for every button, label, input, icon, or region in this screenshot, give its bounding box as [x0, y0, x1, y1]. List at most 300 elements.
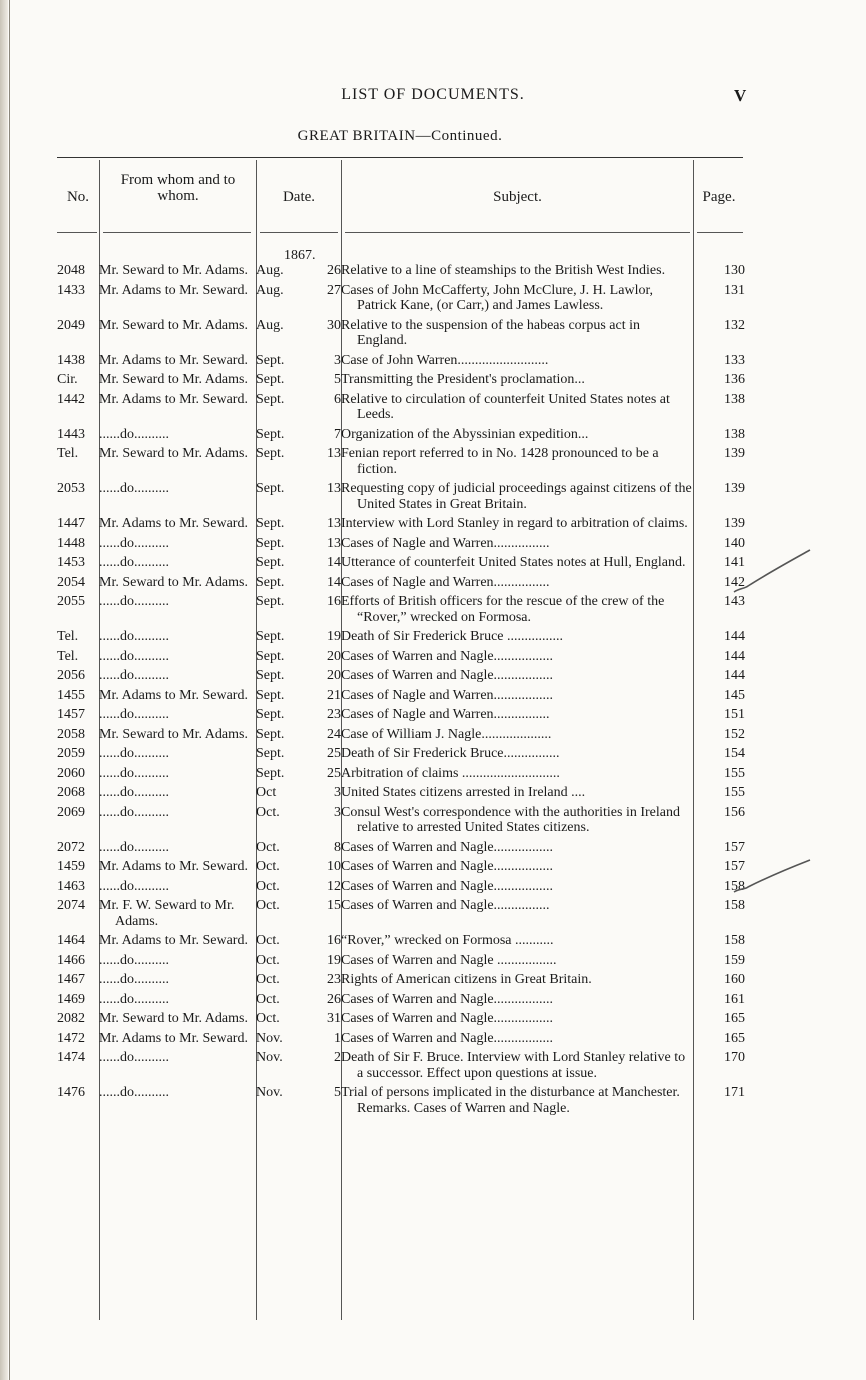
doc-number: 1466	[57, 952, 85, 968]
table-row	[57, 766, 745, 782]
page-ref: 158	[724, 933, 745, 948]
subject: Consul West's correspondence with the authorities in Ireland relative to arrested United States citizens.	[341, 804, 681, 835]
page-ref: 155	[724, 785, 745, 800]
from-to-cell	[99, 840, 256, 856]
from-to-cell	[99, 879, 256, 895]
doc-number: 1464	[57, 933, 85, 948]
subject: Requesting copy of judicial proceedings against citizens of the United States in Great Britain.	[341, 481, 692, 512]
date-day: 10	[327, 859, 341, 874]
year-label: 1867.	[284, 248, 316, 263]
subject-cell	[341, 688, 693, 704]
subject: Cases of Warren and Nagle.................	[341, 859, 554, 874]
doc-number: 1472	[57, 1030, 85, 1046]
table-row	[57, 707, 745, 723]
from-to: Mr. F. W. Seward to Mr. Adams.	[99, 898, 235, 929]
doc-number: Cir.	[57, 372, 78, 387]
subject-cell	[341, 746, 693, 762]
subject: Cases of Nagle and Warren.................	[341, 687, 554, 703]
date-month: Sept.	[256, 426, 285, 442]
doc-number: 1457	[57, 707, 85, 722]
table-row	[57, 933, 745, 949]
from-to-cell	[99, 629, 256, 645]
date-day: 26	[327, 263, 341, 278]
from-to-cell	[99, 1011, 256, 1027]
date-day: 23	[327, 707, 341, 722]
date-month: Oct.	[256, 1011, 280, 1026]
subject-cell	[341, 427, 693, 443]
doc-number: 2055	[57, 594, 85, 609]
date-day: 3	[334, 352, 341, 368]
page-ref: 165	[724, 1030, 745, 1046]
date-day: 16	[327, 933, 341, 948]
subject-cell	[341, 392, 693, 423]
from-to: ......do..........	[99, 668, 169, 683]
date-month: Sept.	[256, 746, 285, 761]
from-to: ......do..........	[99, 1085, 169, 1100]
from-to-cell	[99, 805, 256, 836]
date-day: 12	[327, 878, 341, 894]
from-to: ......do..........	[99, 952, 169, 968]
date-day: 30	[327, 317, 341, 333]
subject-cell	[341, 372, 693, 388]
from-to: Mr. Seward to Mr. Adams.	[99, 317, 248, 333]
doc-number: 2074	[57, 898, 85, 913]
from-to-cell	[99, 392, 256, 423]
page-ref: 136	[724, 372, 745, 387]
doc-number: 2048	[57, 263, 85, 278]
date-day: 19	[327, 952, 341, 968]
header-rule	[103, 232, 251, 233]
from-to: ......do..........	[99, 804, 169, 820]
subject: Death of Sir Frederick Bruce ................	[341, 629, 563, 644]
subject: Case of John Warren..........................	[341, 352, 549, 368]
subject: Utterance of counterfeit United States notes at Hull, England.	[341, 555, 686, 570]
doc-number: 2072	[57, 839, 85, 855]
column-header-from: From whom and to whom.	[120, 172, 236, 204]
date-day: 5	[334, 1085, 341, 1100]
date-day: 24	[327, 726, 341, 742]
subject-cell	[341, 1011, 693, 1027]
date-month: Oct.	[256, 991, 280, 1007]
table-row	[57, 318, 745, 349]
date-month: Sept.	[256, 372, 285, 387]
table-row	[57, 727, 745, 743]
date-month: Sept.	[256, 648, 285, 664]
subject-cell	[341, 785, 693, 801]
page-ref: 132	[724, 317, 745, 333]
date-month: Aug.	[256, 317, 284, 333]
header-rule	[260, 232, 338, 233]
subject: Cases of Nagle and Warren................	[341, 535, 550, 551]
table-row	[57, 688, 745, 704]
doc-number: 2058	[57, 726, 85, 742]
doc-number: 1442	[57, 391, 85, 407]
table-row	[57, 594, 745, 625]
page-ref: 154	[724, 746, 745, 761]
table-row	[57, 972, 745, 988]
subject: Relative to the suspension of the habeas corpus act in England.	[341, 317, 640, 348]
date-day: 20	[327, 648, 341, 664]
subject: Arbitration of claims ............................	[341, 765, 560, 781]
subject-cell	[341, 516, 693, 532]
pencil-check-mark	[730, 548, 814, 596]
table-row	[57, 1031, 745, 1047]
page-ref: 139	[724, 516, 745, 531]
date-day: 2	[334, 1050, 341, 1065]
doc-number: 1474	[57, 1050, 85, 1065]
page-ref: 140	[724, 535, 745, 551]
doc-number: 1459	[57, 859, 85, 874]
column-header-no: No.	[66, 189, 90, 205]
table-row	[57, 575, 745, 591]
doc-number: 2060	[57, 765, 85, 781]
date-day: 3	[334, 785, 341, 800]
column-header-date: Date.	[282, 189, 316, 205]
date-day: 26	[327, 991, 341, 1007]
subject: “Rover,” wrecked on Formosa ...........	[341, 933, 554, 948]
page-ref: 158	[724, 898, 745, 913]
page-ref: 159	[724, 952, 745, 968]
subject: United States citizens arrested in Ireland ....	[341, 785, 586, 800]
pencil-check-mark	[730, 858, 814, 898]
subject: Cases of Warren and Nagle.................	[341, 648, 554, 664]
from-to: Mr. Adams to Mr. Seward.	[99, 516, 248, 531]
doc-number: 1438	[57, 352, 85, 368]
subject: Efforts of British officers for the rescue of the crew of the “Rover,” wrecked on Formosa.	[341, 594, 665, 625]
from-to-cell	[99, 318, 256, 349]
from-to-cell	[99, 953, 256, 969]
table-row	[57, 898, 745, 929]
date-day: 6	[334, 391, 341, 407]
subject: Cases of Warren and Nagle.................	[341, 878, 554, 894]
date-day: 13	[327, 446, 341, 461]
page-ref: 138	[724, 391, 745, 407]
subject-cell	[341, 1050, 693, 1081]
from-to-cell	[99, 555, 256, 571]
table-row	[57, 859, 745, 875]
doc-number: 1463	[57, 878, 85, 894]
date-day: 27	[327, 282, 341, 298]
date-month: Oct.	[256, 952, 280, 968]
subject-cell	[341, 972, 693, 988]
table-row	[57, 536, 745, 552]
header-rule	[697, 232, 743, 233]
doc-number: 1448	[57, 535, 85, 551]
subject: Cases of Warren and Nagle.................	[341, 668, 554, 683]
subject: Death of Sir F. Bruce. Interview with Lord Stanley relative to a successor. Effect upon questions at issue.	[341, 1050, 686, 1081]
date-day: 13	[327, 481, 341, 496]
date-day: 19	[327, 629, 341, 644]
date-day: 8	[334, 839, 341, 855]
date-day: 14	[327, 574, 341, 590]
subject: Case of William J. Nagle....................	[341, 726, 552, 742]
from-to-cell	[99, 1031, 256, 1047]
subject-cell	[341, 992, 693, 1008]
date-month: Aug.	[256, 282, 284, 298]
table-row	[57, 353, 745, 369]
subject-cell	[341, 707, 693, 723]
page-ref: 156	[724, 804, 745, 820]
binding-line	[9, 0, 10, 1380]
page-ref: 139	[724, 446, 745, 461]
from-to: ......do..........	[99, 991, 169, 1007]
table-row	[57, 785, 745, 801]
from-to: Mr. Adams to Mr. Seward.	[99, 1030, 248, 1046]
from-to: ......do..........	[99, 594, 169, 609]
table-row	[57, 805, 745, 836]
date-month: Sept.	[256, 391, 285, 407]
page-ref: 157	[724, 839, 745, 855]
page-ref: 143	[724, 594, 745, 609]
page-ref: 139	[724, 481, 745, 496]
subject: Cases of Warren and Nagle.................	[341, 1030, 554, 1046]
from-to-cell	[99, 785, 256, 801]
subject-cell	[341, 594, 693, 625]
page-ref: 152	[724, 726, 745, 742]
date-month: Sept.	[256, 535, 285, 551]
doc-number: 1433	[57, 282, 85, 298]
subject-cell	[341, 353, 693, 369]
from-to: Mr. Seward to Mr. Adams.	[99, 263, 248, 278]
from-to: Mr. Seward to Mr. Adams.	[99, 1011, 248, 1026]
table-row	[57, 1011, 745, 1027]
table-row	[57, 1050, 745, 1081]
date-day: 20	[327, 668, 341, 683]
from-to-cell	[99, 898, 256, 929]
subject: Rights of American citizens in Great Britain.	[341, 972, 592, 987]
doc-number: 1476	[57, 1085, 85, 1100]
doc-number: Tel.	[57, 629, 79, 644]
subject-cell	[341, 1031, 693, 1047]
subject-cell	[341, 668, 693, 684]
page-ref: 157	[724, 859, 745, 874]
date-month: Nov.	[256, 1085, 283, 1100]
page-ref: 141	[724, 555, 745, 570]
subject-cell	[341, 766, 693, 782]
from-to-cell	[99, 263, 256, 279]
table-row	[57, 992, 745, 1008]
column-header-subject: Subject.	[493, 189, 542, 205]
top-rule	[57, 157, 743, 158]
date-month: Nov.	[256, 1050, 283, 1065]
date-day: 14	[327, 555, 341, 570]
date-month: Oct.	[256, 878, 280, 894]
date-month: Sept.	[256, 574, 285, 590]
date-month: Sept.	[256, 726, 285, 742]
date-month: Sept.	[256, 629, 285, 644]
subject: Cases of Warren and Nagle .................	[341, 952, 557, 968]
table-row	[57, 840, 745, 856]
from-to: ......do..........	[99, 1050, 169, 1065]
column-header-page: Page.	[702, 189, 736, 205]
table-row	[57, 629, 745, 645]
table-row	[57, 879, 745, 895]
section-subtitle: GREAT BRITAIN—Continued.	[297, 128, 503, 144]
table-row	[57, 668, 745, 684]
from-to: Mr. Adams to Mr. Seward.	[99, 391, 248, 407]
subject-cell	[341, 953, 693, 969]
table-row	[57, 746, 745, 762]
page-ref: 155	[724, 765, 745, 781]
subject-cell	[341, 898, 693, 929]
date-month: Oct.	[256, 898, 280, 913]
subject-cell	[341, 649, 693, 665]
date-month: Nov.	[256, 1030, 283, 1046]
subject: Fenian report referred to in No. 1428 pronounced to be a fiction.	[341, 446, 659, 477]
date-day: 16	[327, 594, 341, 609]
doc-number: 1447	[57, 516, 85, 531]
subject: Interview with Lord Stanley in regard to arbitration of claims.	[341, 516, 688, 531]
date-month: Sept.	[256, 352, 285, 368]
page-ref: 130	[724, 263, 745, 278]
doc-number: 2049	[57, 317, 85, 333]
table-row	[57, 372, 745, 388]
subject-cell	[341, 575, 693, 591]
from-to: ......do..........	[99, 535, 169, 551]
date-day: 5	[334, 372, 341, 387]
page-ref: 158	[724, 878, 745, 894]
doc-number: 1443	[57, 426, 85, 442]
subject-cell	[341, 481, 693, 512]
date-day: 23	[327, 972, 341, 987]
from-to: ......do..........	[99, 555, 169, 570]
from-to-cell	[99, 972, 256, 988]
subject-cell	[341, 1085, 693, 1116]
from-to-cell	[99, 575, 256, 591]
table-row	[57, 555, 745, 571]
table-row	[57, 263, 745, 279]
table-row	[57, 953, 745, 969]
subject: Relative to a line of steamships to the British West Indies.	[341, 263, 666, 278]
from-to-cell	[99, 746, 256, 762]
date-month: Aug.	[256, 263, 284, 278]
table-row	[57, 1085, 745, 1116]
from-to: Mr. Adams to Mr. Seward.	[99, 687, 248, 703]
subject-cell	[341, 879, 693, 895]
subject: Organization of the Abyssinian expedition...	[341, 426, 589, 442]
doc-number: Tel.	[57, 446, 79, 461]
date-month: Oct.	[256, 804, 280, 820]
from-to-cell	[99, 516, 256, 532]
subject: Death of Sir Frederick Bruce................	[341, 746, 560, 761]
date-month: Sept.	[256, 516, 285, 531]
table-row	[57, 392, 745, 423]
from-to-cell	[99, 372, 256, 388]
subject-cell	[341, 446, 693, 477]
page-ref: 138	[724, 426, 745, 442]
subject-cell	[341, 283, 693, 314]
date-month: Sept.	[256, 765, 285, 781]
subject-cell	[341, 805, 693, 836]
from-to: ......do..........	[99, 972, 169, 987]
from-to: ......do..........	[99, 629, 169, 644]
date-month: Oct.	[256, 859, 280, 874]
from-to: Mr. Adams to Mr. Seward.	[99, 859, 248, 874]
doc-number: 1453	[57, 555, 85, 570]
subject: Cases of John McCafferty, John McClure, J. H. Lawlor, Patrick Kane, (or Carr,) and James Lawless.	[341, 282, 654, 313]
date-day: 15	[327, 898, 341, 913]
page-ref: 144	[724, 629, 745, 644]
doc-number: 2053	[57, 481, 85, 496]
from-to: ......do..........	[99, 426, 169, 442]
subject: Cases of Nagle and Warren................	[341, 707, 550, 722]
from-to-cell	[99, 1050, 256, 1081]
table-row	[57, 283, 745, 314]
doc-number: 2054	[57, 574, 85, 590]
page-title: LIST OF DOCUMENTS.	[341, 86, 525, 103]
subject: Cases of Warren and Nagle................	[341, 898, 550, 913]
date-day: 21	[327, 687, 341, 703]
table-row	[57, 446, 745, 477]
subject-cell	[341, 840, 693, 856]
subject: Transmitting the President's proclamation...	[341, 372, 585, 387]
page-ref: 142	[724, 574, 745, 590]
page-ref: 165	[724, 1011, 745, 1026]
page-number: V	[734, 86, 747, 105]
date-day: 3	[334, 804, 341, 820]
date-month: Sept.	[256, 668, 285, 683]
doc-number: 2082	[57, 1011, 85, 1026]
date-month: Sept.	[256, 555, 285, 570]
from-to: Mr. Adams to Mr. Seward.	[99, 933, 248, 948]
from-to: ......do..........	[99, 878, 169, 894]
date-month: Sept.	[256, 446, 285, 461]
from-to-cell	[99, 536, 256, 552]
page-ref: 151	[724, 707, 745, 722]
doc-number: 1469	[57, 991, 85, 1007]
doc-number: 2056	[57, 668, 85, 683]
page-binding-edge	[0, 0, 8, 1380]
from-to-cell	[99, 481, 256, 512]
from-to-cell	[99, 688, 256, 704]
page-ref: 171	[724, 1085, 745, 1100]
page-ref: 170	[724, 1050, 745, 1065]
date-day: 7	[334, 426, 341, 442]
date-month: Oct.	[256, 839, 280, 855]
from-to: Mr. Adams to Mr. Seward.	[99, 352, 248, 368]
date-day: 1	[334, 1030, 341, 1046]
subject: Cases of Nagle and Warren................	[341, 574, 550, 590]
doc-number: 2059	[57, 746, 85, 761]
subject: Cases of Warren and Nagle.................	[341, 839, 554, 855]
documents-table	[57, 263, 745, 1116]
date-month: Sept.	[256, 594, 285, 609]
subject-cell	[341, 318, 693, 349]
doc-number: 2069	[57, 804, 85, 820]
from-to: ......do..........	[99, 785, 169, 800]
date-day: 25	[327, 746, 341, 761]
date-day: 31	[327, 1011, 341, 1026]
subject: Cases of Warren and Nagle.................	[341, 991, 554, 1007]
subject-cell	[341, 629, 693, 645]
doc-number: 2068	[57, 785, 85, 800]
from-to-cell	[99, 766, 256, 782]
from-to: Mr. Adams to Mr. Seward.	[99, 282, 248, 298]
from-to-cell	[99, 668, 256, 684]
subject-cell	[341, 555, 693, 571]
from-to: ......do..........	[99, 648, 169, 664]
subject: Trial of persons implicated in the disturbance at Manchester. Remarks. Cases of Warren and Nagle.	[341, 1085, 680, 1116]
date-month: Sept.	[256, 707, 285, 722]
subject-cell	[341, 536, 693, 552]
from-to-cell	[99, 707, 256, 723]
from-to: Mr. Seward to Mr. Adams.	[99, 446, 248, 461]
table-row	[57, 481, 745, 512]
page-ref: 145	[724, 687, 745, 703]
documents-table-body	[57, 263, 745, 1116]
from-to-cell	[99, 283, 256, 314]
table-row	[57, 427, 745, 443]
